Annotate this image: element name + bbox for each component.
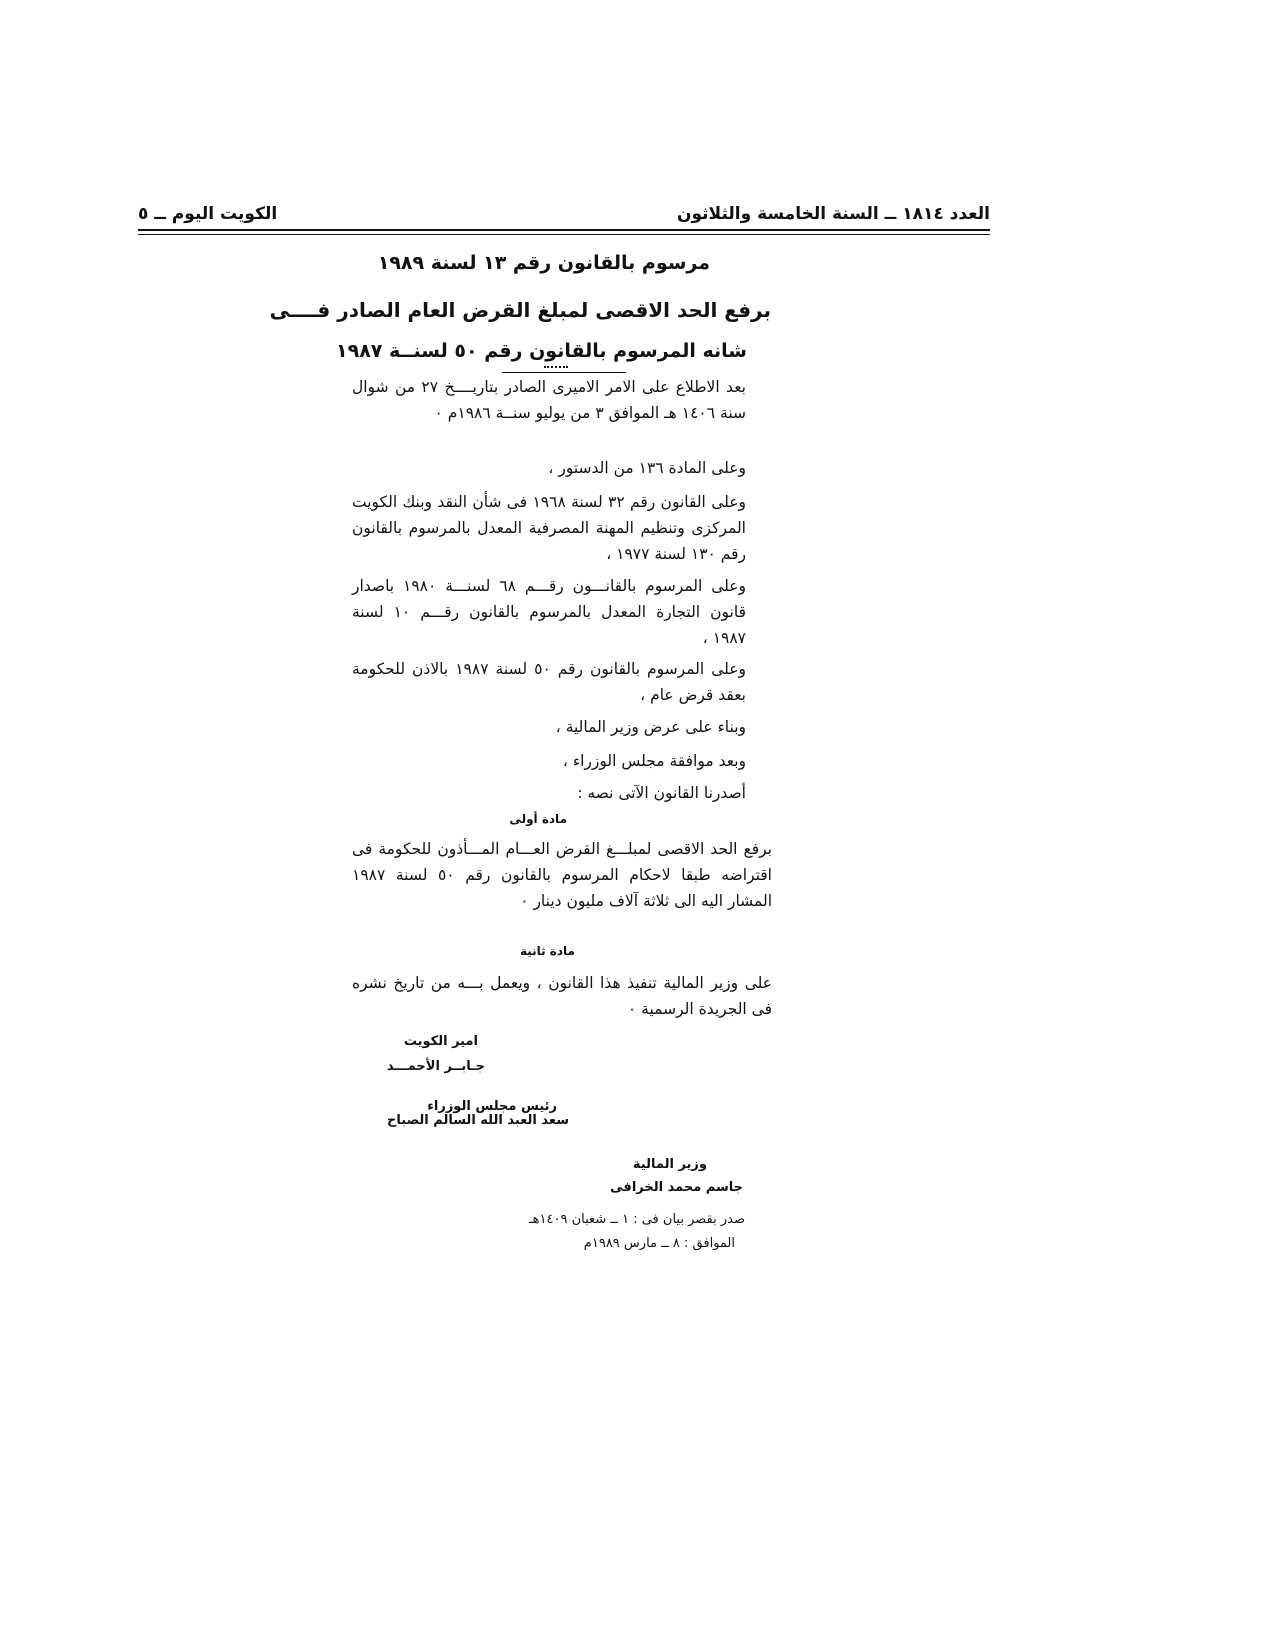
preamble-block-2 <box>352 455 772 481</box>
preamble-block-4 <box>352 573 772 651</box>
article-1-text: برفع الحد الاقصى لمبلـــغ القرض العـــام المـــأذون للحكومة فى اقتراضه طبقا لاحكام المرسوم بالقانون رقم ٥٠ لسنة ١٩٨٧ المشار اليه الى ثلاثة آلاف مليون دينار ٠ <box>352 840 772 910</box>
article-2-text: على وزير المالية تنفيذ هذا القانون ، ويعمل بـــه من تاريخ نشره فى الجريدة الرسمية ٠ <box>352 974 772 1018</box>
preamble-block-8 <box>352 780 772 806</box>
header-rule-thin <box>138 234 990 235</box>
preamble-paragraph: وعلى المرسوم بالقانـــون رقـــم ٦٨ لسنـــة ١٩٨٠ باصدار قانون التجارة المعدل بالمرسوم بالقانون رقـــم ١٠ لسنة ١٩٨٧ ، <box>352 577 747 647</box>
fm-title: وزير المالية <box>632 1157 707 1172</box>
preamble-block-3 <box>352 489 772 567</box>
title-divider <box>502 372 626 373</box>
pm-name: سعد العبد الله السالم الصباح <box>387 1113 569 1128</box>
preamble-paragraph: وبناء على عرض وزير المالية ، <box>555 718 746 736</box>
preamble-paragraph: وعلى المرسوم بالقانون رقم ٥٠ لسنة ١٩٨٧ بالاذن للحكومة بعقد قرض عام ، <box>352 660 746 704</box>
decree-subtitle-line-2: شانه المرسوم بالقانون رقم ٥٠ لسنــة ١٩٨٧ <box>336 340 747 362</box>
issued-place-date: صدر بقصر بيان فى : ١ ــ شعبان ١٤٠٩هـ <box>528 1212 745 1227</box>
page-header <box>138 200 990 230</box>
preamble-paragraph: وعلى القانون رقم ٣٢ لسنة ١٩٦٨ فى شأن النقد وبنك الكويت المركزى وتنظيم المهنة المصرفية المعدل بالمرسوم بالقانون رقم ١٣٠ لسنة ١٩٧٧ ، <box>352 493 746 563</box>
preamble-paragraph: بعد الاطلاع على الامر الاميرى الصادر بتاريــــخ ٢٧ من شوال سنة ١٤٠٦ هـ الموافق ٣ من يوليو سنــة ١٩٨٦م ٠ <box>352 378 746 422</box>
paper-name-page-number: الكويت اليوم ــ ٥ <box>138 204 278 224</box>
issue-number: العدد ١٨١٤ ــ السنة الخامسة والثلاثون <box>676 204 990 224</box>
preamble-paragraph: وبعد موافقة مجلس الوزراء ، <box>562 752 746 770</box>
header-rule-thick <box>138 229 990 231</box>
issued-gregorian-date: الموافق : ٨ ــ مارس ١٩٨٩م <box>583 1236 735 1251</box>
decree-title: مرسوم بالقانون رقم ١٣ لسنة ١٩٨٩ <box>377 252 710 274</box>
article-2-heading: مادة ثانية <box>519 944 575 958</box>
article-1-body <box>352 836 772 914</box>
emir-title: امير الكويت <box>403 1034 478 1049</box>
article-1-heading: مادة أولى <box>509 812 567 826</box>
pm-title: رئيس مجلس الوزراء <box>427 1099 557 1114</box>
preamble-block-1 <box>352 374 772 426</box>
fm-name: جاسم محمد الخرافى <box>610 1180 743 1195</box>
preamble-block-7 <box>352 748 772 774</box>
preamble-block-6 <box>352 714 772 740</box>
preamble-paragraph: وعلى المادة ١٣٦ من الدستور ، <box>548 459 746 477</box>
title-divider-ornament <box>544 366 568 372</box>
preamble-block-5 <box>352 656 772 708</box>
decree-subtitle-line-1: برفع الحد الاقصى لمبلغ القرض العام الصادر فــــى <box>269 298 771 322</box>
article-2-body <box>352 970 772 1022</box>
preamble-paragraph: أصدرنا القانون الآتى نصه : <box>577 784 746 802</box>
emir-name: جـابــر الأحمـــد <box>386 1059 485 1074</box>
